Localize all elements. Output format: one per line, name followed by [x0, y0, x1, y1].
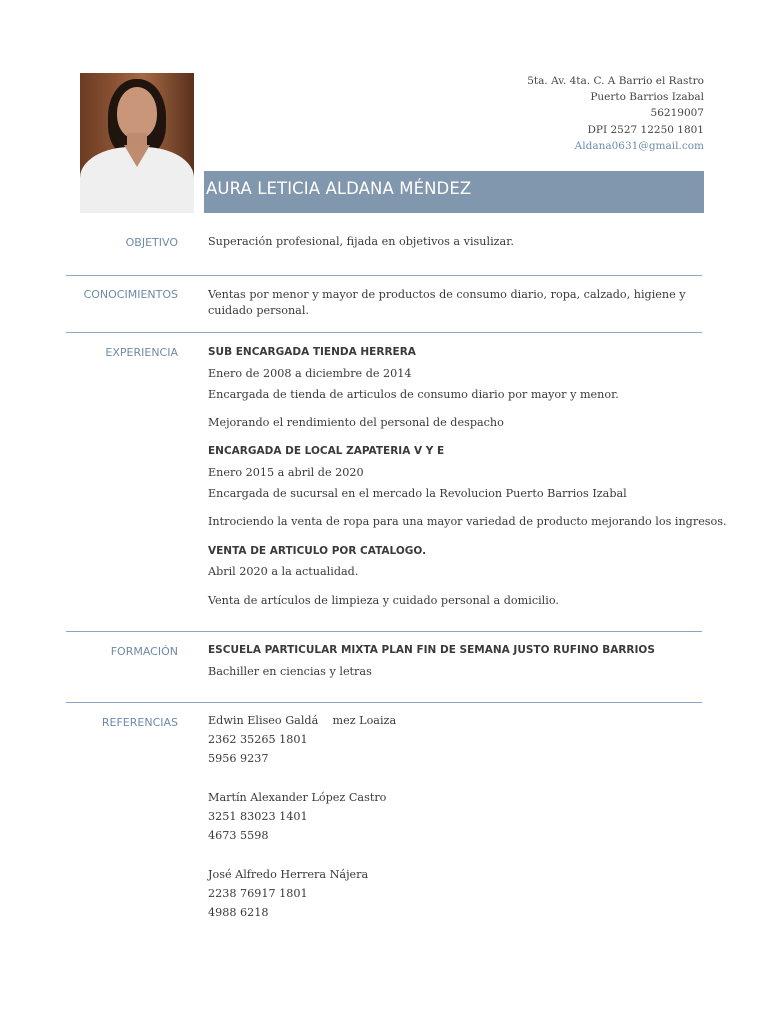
section-divider: [66, 631, 702, 632]
job-title: SUB ENCARGADA TIENDA HERRERA: [208, 346, 416, 358]
job-period: Enero 2015 a abril de 2020: [208, 466, 364, 479]
section-divider: [66, 275, 702, 276]
section-divider: [66, 702, 702, 703]
job-description: Encargada de sucursal en el mercado la Revolucion Puerto Barrios Izabal: [208, 487, 627, 500]
photo-vneck: [124, 145, 150, 167]
reference-name: Edwin Eliseo Galdá mez Loaiza: [208, 714, 397, 727]
name-bar: [204, 171, 704, 213]
job-description: Venta de artículos de limpieza y cuidado personal a domicilio.: [208, 594, 559, 607]
school-name: ESCUELA PARTICULAR MIXTA PLAN FIN DE SEMANA JUSTO RUFINO BARRIOS: [208, 644, 655, 656]
conocimientos-line-1: Ventas por menor y mayor de productos de consumo diario, ropa, calzado, higiene y: [208, 288, 686, 301]
section-label-conocimientos: CONOCIMIENTOS: [83, 288, 178, 301]
section-label-referencias: REFERENCIAS: [101, 716, 178, 729]
job-title: VENTA DE ARTICULO POR CATALOGO.: [208, 545, 427, 557]
reference-phone: 4673 5598: [208, 829, 269, 842]
section-label-objetivo: OBJETIVO: [125, 236, 178, 249]
section-divider: [66, 332, 702, 333]
job-title: ENCARGADA DE LOCAL ZAPATERIA V Y E: [208, 445, 445, 457]
reference-id: 2238 76917 1801: [208, 887, 308, 900]
reference-phone: 4988 6218: [208, 906, 269, 919]
section-label-experiencia: EXPERIENCIA: [105, 346, 178, 359]
photo-face: [117, 87, 157, 139]
section-label-formacion: FORMACIÓN: [110, 645, 178, 658]
contact-info: [384, 73, 704, 154]
job-description: Mejorando el rendimiento del personal de despacho: [208, 416, 504, 429]
objetivo-text: Superación profesional, fijada en objetivos a visulizar.: [208, 235, 514, 248]
degree: Bachiller en ciencias y letras: [208, 665, 372, 678]
address-line-2: Puerto Barrios Izabal: [590, 91, 704, 104]
job-period: Abril 2020 a la actualidad.: [208, 565, 359, 578]
dpi-number: DPI 2527 12250 1801: [587, 123, 704, 136]
address-line-1: 5ta. Av. 4ta. C. A Barrio el Rastro: [527, 75, 704, 87]
reference-name: José Alfredo Herrera Nájera: [208, 868, 369, 881]
objetivo-section: [208, 235, 708, 248]
reference-id: 3251 83023 1401: [208, 810, 308, 823]
phone-number: 56219007: [650, 107, 704, 120]
email-link[interactable]: Aldana0631@gmail.com: [574, 139, 704, 152]
reference-phone: 5956 9237: [208, 752, 269, 765]
job-description: Encargada de tienda de articulos de consumo diario por mayor y menor.: [208, 388, 619, 401]
full-name: AURA LETICIA ALDANA MÉNDEZ: [206, 179, 472, 198]
reference-name: Martín Alexander López Castro: [208, 791, 387, 804]
job-description: Introciendo la venta de ropa para una mayor variedad de producto mejorando los ingresos.: [208, 515, 727, 528]
conocimientos-line-2: cuidado personal.: [208, 304, 309, 317]
job-period: Enero de 2008 a diciembre de 2014: [208, 367, 412, 380]
conocimientos-section: [208, 287, 708, 319]
profile-photo: [80, 73, 194, 213]
reference-id: 2362 35265 1801: [208, 733, 308, 746]
